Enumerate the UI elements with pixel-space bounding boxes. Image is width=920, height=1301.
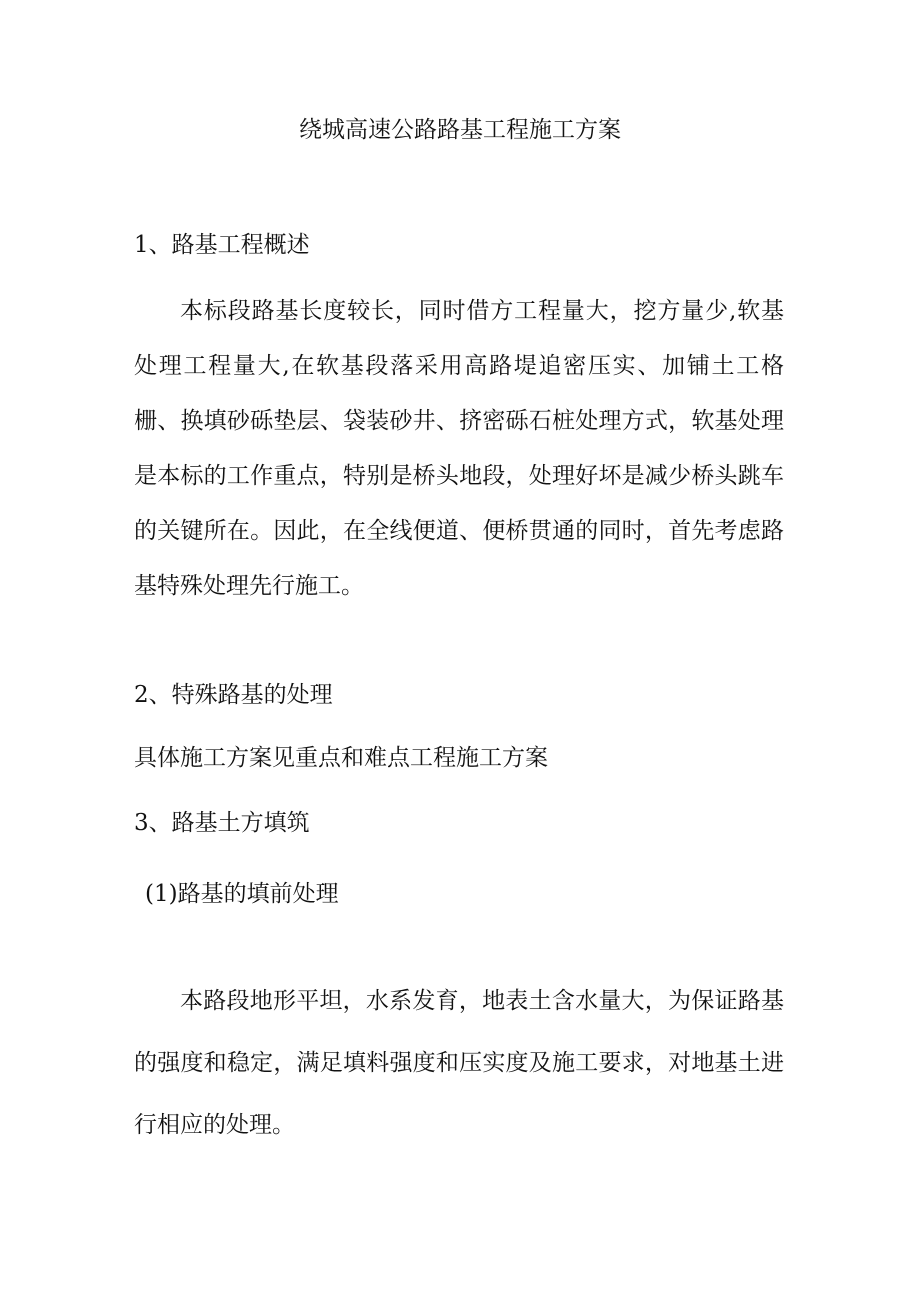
section-1-heading: 1、路基工程概述: [134, 232, 310, 258]
section-3-subheading: (1)路基的填前处理: [145, 881, 339, 907]
section-3-heading: 3、路基土方填筑: [134, 810, 310, 836]
section-2-text: 具体施工方案见重点和难点工程施工方案: [134, 745, 548, 771]
document-title: 绕城高速公路路基工程施工方案: [299, 117, 621, 143]
section-2-heading: 2、特殊路基的处理: [134, 682, 333, 708]
section-3-paragraph: 本路段地形平坦，水系发育，地表土含水量大，为保证路基的强度和稳定，满足填料强度和压实度及施工要求，对地基土进行相应的处理。: [134, 988, 784, 1138]
section-1-paragraph: 本标段路基长度较长，同时借方工程量大，挖方量少,软基处理工程量大,在软基段落采用高路堤追密压实、加铺土工格栅、换填砂砾垫层、袋装砂井、挤密砾石桩处理方式，软基处理是本标的工作重点，特别是桥头地段，处理好坏是减少桥头跳车的关键所在。因此，在全线便道、便桥贯通的同时，首先考虑路基特殊处理先行施工。: [134, 298, 784, 599]
